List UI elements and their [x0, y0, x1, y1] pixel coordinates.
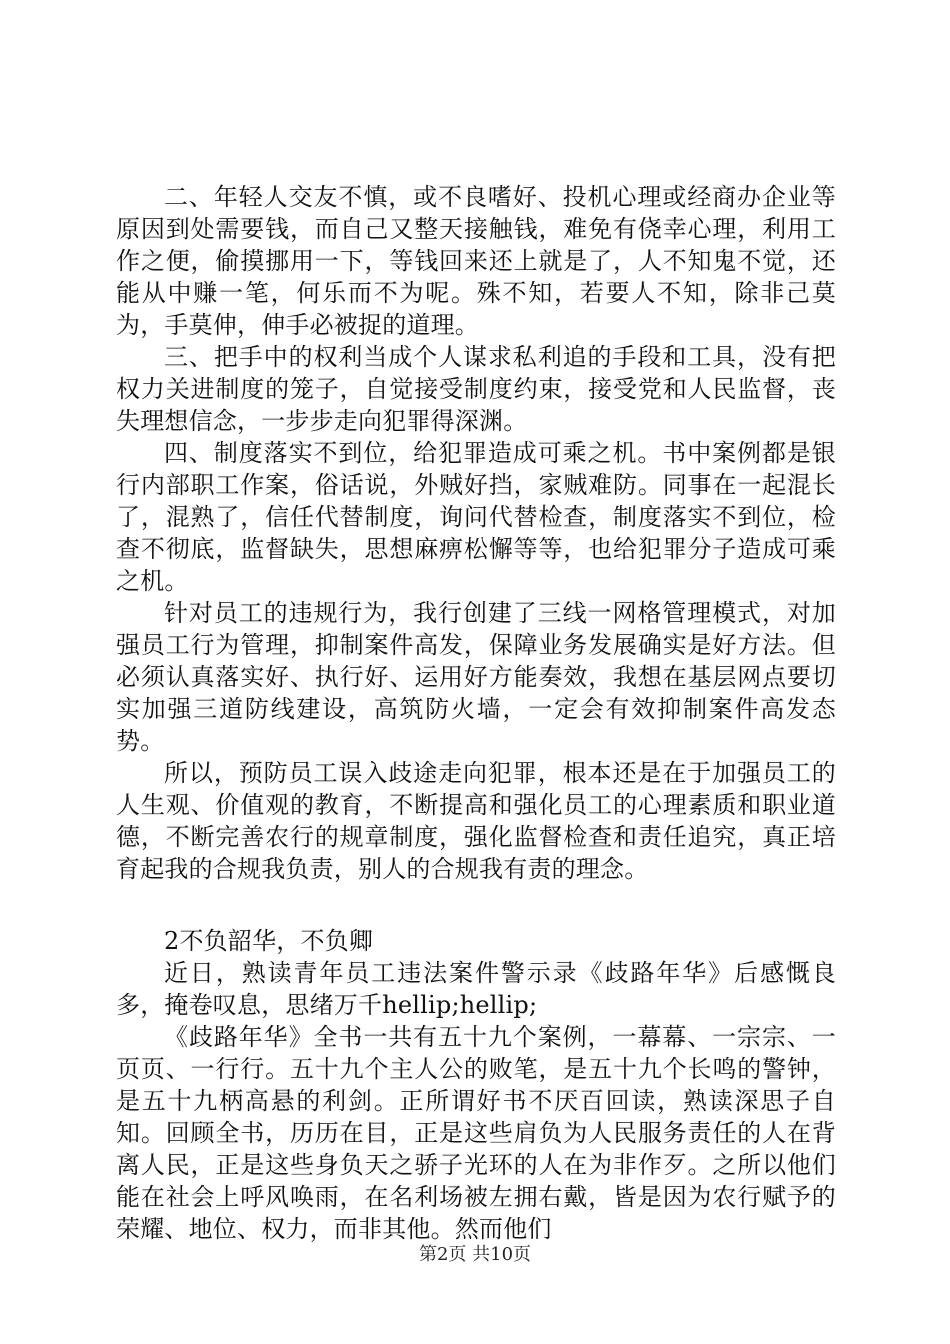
- paragraph: 所以，预防员工误入歧途走向犯罪，根本还是在于加强员工的人生观、价值观的教育，不断提高和强化员工的心理素质和职业道德，不断完善农行的规章制度，强化监督检查和责任追究，真正培育起我的合规我负责，别人的合规我有责的理念。: [116, 759, 836, 883]
- blank-line: [116, 885, 836, 925]
- page-footer: 第2页 共10页: [418, 1244, 532, 1265]
- paragraph: 针对员工的违规行为，我行创建了三线一网格管理模式，对加强员工行为管理，抑制案件高发，保障业务发展确实是好方法。但必须认真落实好、执行好、运用好方能奏效，我想在基层网点要切实加强三道防线建设，高筑防火墙，一定会有效抑制案件高发态势。: [116, 599, 836, 755]
- section-title: 2不负韶华，不负卿: [164, 927, 374, 955]
- paragraph: 三、把手中的权利当成个人谋求私利追的手段和工具，没有把权力关进制度的笼子，自觉接受制度约束，接受党和人民监督，丧失理想信念，一步步走向犯罪得深渊。: [116, 343, 836, 435]
- paragraph: 近日，熟读青年员工违法案件警示录《歧路年华》后感慨良多，掩卷叹息，思绪万千hellip;hellip;: [116, 959, 836, 1019]
- document-body: [116, 181, 836, 1245]
- paragraph: 二、年轻人交友不慎，或不良嗜好、投机心理或经商办企业等原因到处需要钱，而自己又整天接触钱，难免有侥幸心理，利用工作之便，偷摸挪用一下，等钱回来还上就是了，人不知鬼不觉，还能从中赚一笔，何乐而不为呢。殊不知，若要人不知，除非己莫为，手莫伸，伸手必被捉的道理。: [116, 183, 836, 339]
- paragraph: 《歧路年华》全书一共有五十九个案例，一幕幕、一宗宗、一页页、一行行。五十九个主人公的败笔，是五十九个长鸣的警钟，是五十九柄高悬的利剑。正所谓好书不厌百回读，熟读深思子自知。回顾全书，历历在目，正是这些肩负为人民服务责任的人在背离人民，正是这些身负天之骄子光环的人在为非作歹。之所以他们能在社会上呼风唤雨，在名利场被左拥右戴，皆是因为农行赋予的荣耀、地位、权力，而非其他。然而他们: [116, 1023, 836, 1243]
- paragraph: 四、制度落实不到位，给犯罪造成可乘之机。书中案例都是银行内部职工作案，俗话说，外贼好挡，家贼难防。同事在一起混长了，混熟了，信任代替制度，询问代替检查，制度落实不到位，检查不彻底，监督缺失，思想麻痹松懈等等，也给犯罪分子造成可乘之机。: [116, 439, 836, 595]
